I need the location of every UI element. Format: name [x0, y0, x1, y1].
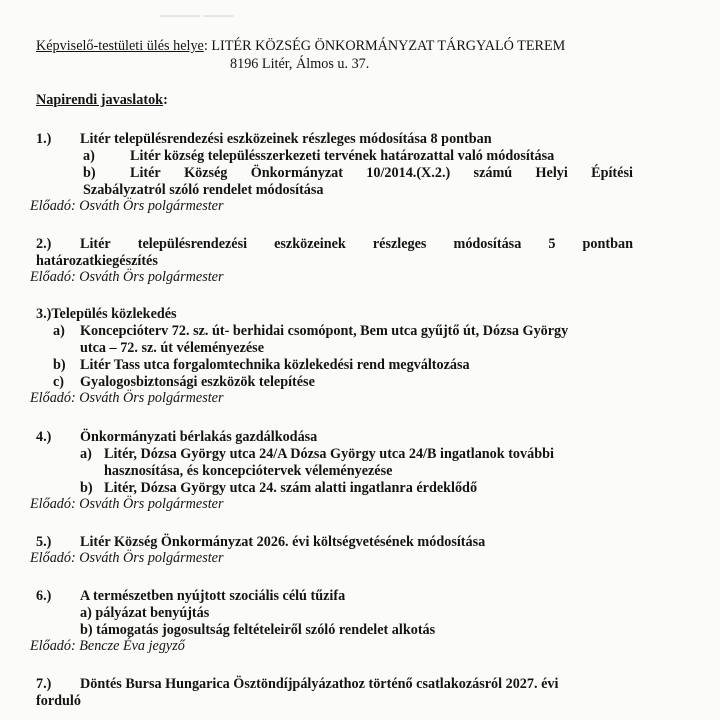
- sub-item-letter: a): [83, 148, 95, 164]
- agenda-heading: Napirendi javaslatok:: [36, 92, 168, 108]
- agenda-item-title: A természetben nyújtott szociális célú tűzifa: [80, 588, 346, 604]
- agenda-item-number: 2.): [36, 236, 52, 252]
- venue-colon: :: [203, 38, 208, 54]
- sub-item-letter: a): [80, 446, 92, 462]
- venue-label: Képviselő-testületi ülés helye: [36, 38, 204, 54]
- sub-item-letter: b): [53, 357, 66, 373]
- sub-item-text: Litér, Dózsa György utca 24. szám alatti ingatlanra érdeklődő: [104, 480, 478, 496]
- sub-item-text: Litér Tass utca forgalomtechnika közlekedési rend megváltozása: [80, 357, 470, 373]
- sub-item-continuation: Szabályzatról szóló rendelet módosítása: [83, 182, 324, 198]
- sub-item-continuation: hasznosítása, és koncepciótervek véleményezése: [104, 463, 393, 479]
- sub-item-letter: b): [80, 480, 93, 496]
- sub-item-text: Litér község településszerkezeti tervének határozattal való módosítása: [130, 148, 555, 164]
- agenda-item-continuation: forduló: [36, 693, 81, 709]
- presenter: Előadó: Bencze Éva jegyző: [30, 638, 185, 654]
- agenda-item-number-and-title: 3.)Település közlekedés: [36, 306, 177, 322]
- venue-name: LITÉR KÖZSÉG ÖNKORMÁNYZAT TÁRGYALÓ TEREM: [207, 38, 566, 54]
- presenter: Előadó: Osváth Örs polgármester: [30, 198, 224, 214]
- agenda-item-justified-line: Litér településrendezési eszközeinek részleges módosítása 5 pontban: [80, 236, 633, 252]
- presenter: Előadó: Osváth Örs polgármester: [30, 550, 224, 566]
- agenda-item-title: Döntés Bursa Hungarica Ösztöndíjpályázathoz történő csatlakozásról 2027. évi: [80, 676, 559, 692]
- sub-item-letter: b): [83, 165, 96, 181]
- sub-item-line: a) pályázat benyújtás: [80, 605, 210, 621]
- sub-item-letter: a): [53, 323, 65, 339]
- sub-item-justified-line: Litér Község Önkormányzat 10/2014.(X.2.) számú Helyi Építési: [130, 165, 633, 181]
- sub-item-text: Litér, Dózsa György utca 24/A Dózsa György utca 24/B ingatlanok további: [104, 446, 554, 462]
- venue-address: 8196 Litér, Álmos u. 37.: [230, 56, 370, 72]
- sub-item-line: b) támogatás jogosultság feltételeiről szóló rendelet alkotás: [80, 622, 436, 638]
- bleed-through-text: ▁▁▁▁ ▁▁▁: [160, 2, 234, 17]
- agenda-item-number: 5.): [36, 534, 52, 550]
- agenda-item-number: 6.): [36, 588, 52, 604]
- agenda-item-title: Litér Község Önkormányzat 2026. évi költségvetésének módosítása: [80, 534, 486, 550]
- sub-item-letter: c): [53, 374, 65, 390]
- agenda-item-title: Litér településrendezési eszközeinek részleges módosítása 8 pontban: [80, 131, 492, 147]
- agenda-item-number: 7.): [36, 676, 52, 692]
- agenda-item-continuation: határozatkiegészítés: [36, 253, 158, 269]
- sub-item-continuation: utca – 72. sz. út véleményezése: [80, 340, 264, 356]
- agenda-item-number: 4.): [36, 429, 52, 445]
- venue-line: [36, 38, 565, 55]
- presenter: Előadó: Osváth Örs polgármester: [30, 269, 224, 285]
- presenter: Előadó: Osváth Örs polgármester: [30, 390, 224, 406]
- agenda-item-title: Önkormányzati bérlakás gazdálkodása: [80, 429, 318, 445]
- sub-item-text: Koncepcióterv 72. sz. út- berhidai csomópont, Bem utca gyűjtő út, Dózsa György: [80, 323, 569, 339]
- agenda-item-number: 1.): [36, 131, 52, 147]
- presenter: Előadó: Osváth Örs polgármester: [30, 496, 224, 512]
- sub-item-text: Gyalogosbiztonsági eszközök telepítése: [80, 374, 315, 390]
